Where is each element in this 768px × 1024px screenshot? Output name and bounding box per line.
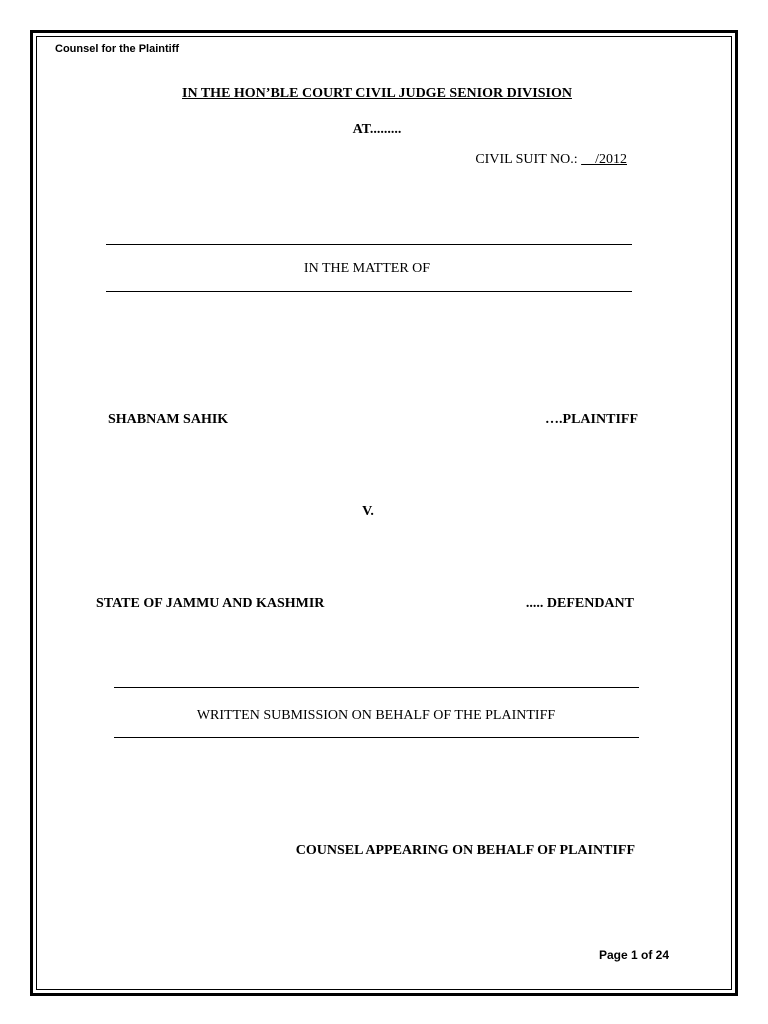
civil-suit-value: /2012 <box>581 152 627 167</box>
header-counsel-label: Counsel for the Plaintiff <box>55 43 180 55</box>
divider-line <box>114 687 639 688</box>
court-location: AT......... <box>352 122 402 137</box>
defendant-name: STATE OF JAMMU AND KASHMIR <box>96 596 325 611</box>
defendant-role: ..... DEFENDANT <box>525 596 634 611</box>
counsel-appearing: COUNSEL APPEARING ON BEHALF OF PLAINTIFF <box>295 843 635 858</box>
versus-label: V. <box>362 504 374 519</box>
page-number: Page 1 of 24 <box>598 948 669 962</box>
divider-line <box>106 244 632 245</box>
plaintiff-role: ….PLAINTIFF <box>545 412 638 427</box>
court-title: IN THE HON’BLE COURT CIVIL JUDGE SENIOR DIVISION <box>182 86 572 101</box>
civil-suit-label: CIVIL SUIT NO.: <box>475 152 578 167</box>
divider-line <box>114 737 639 738</box>
plaintiff-name: SHABNAM SAHIK <box>108 412 229 427</box>
submission-title: WRITTEN SUBMISSION ON BEHALF OF THE PLAINTIFF <box>196 708 556 723</box>
in-the-matter-of: IN THE MATTER OF <box>303 261 431 276</box>
civil-suit-number <box>475 152 627 168</box>
divider-line <box>106 291 632 292</box>
